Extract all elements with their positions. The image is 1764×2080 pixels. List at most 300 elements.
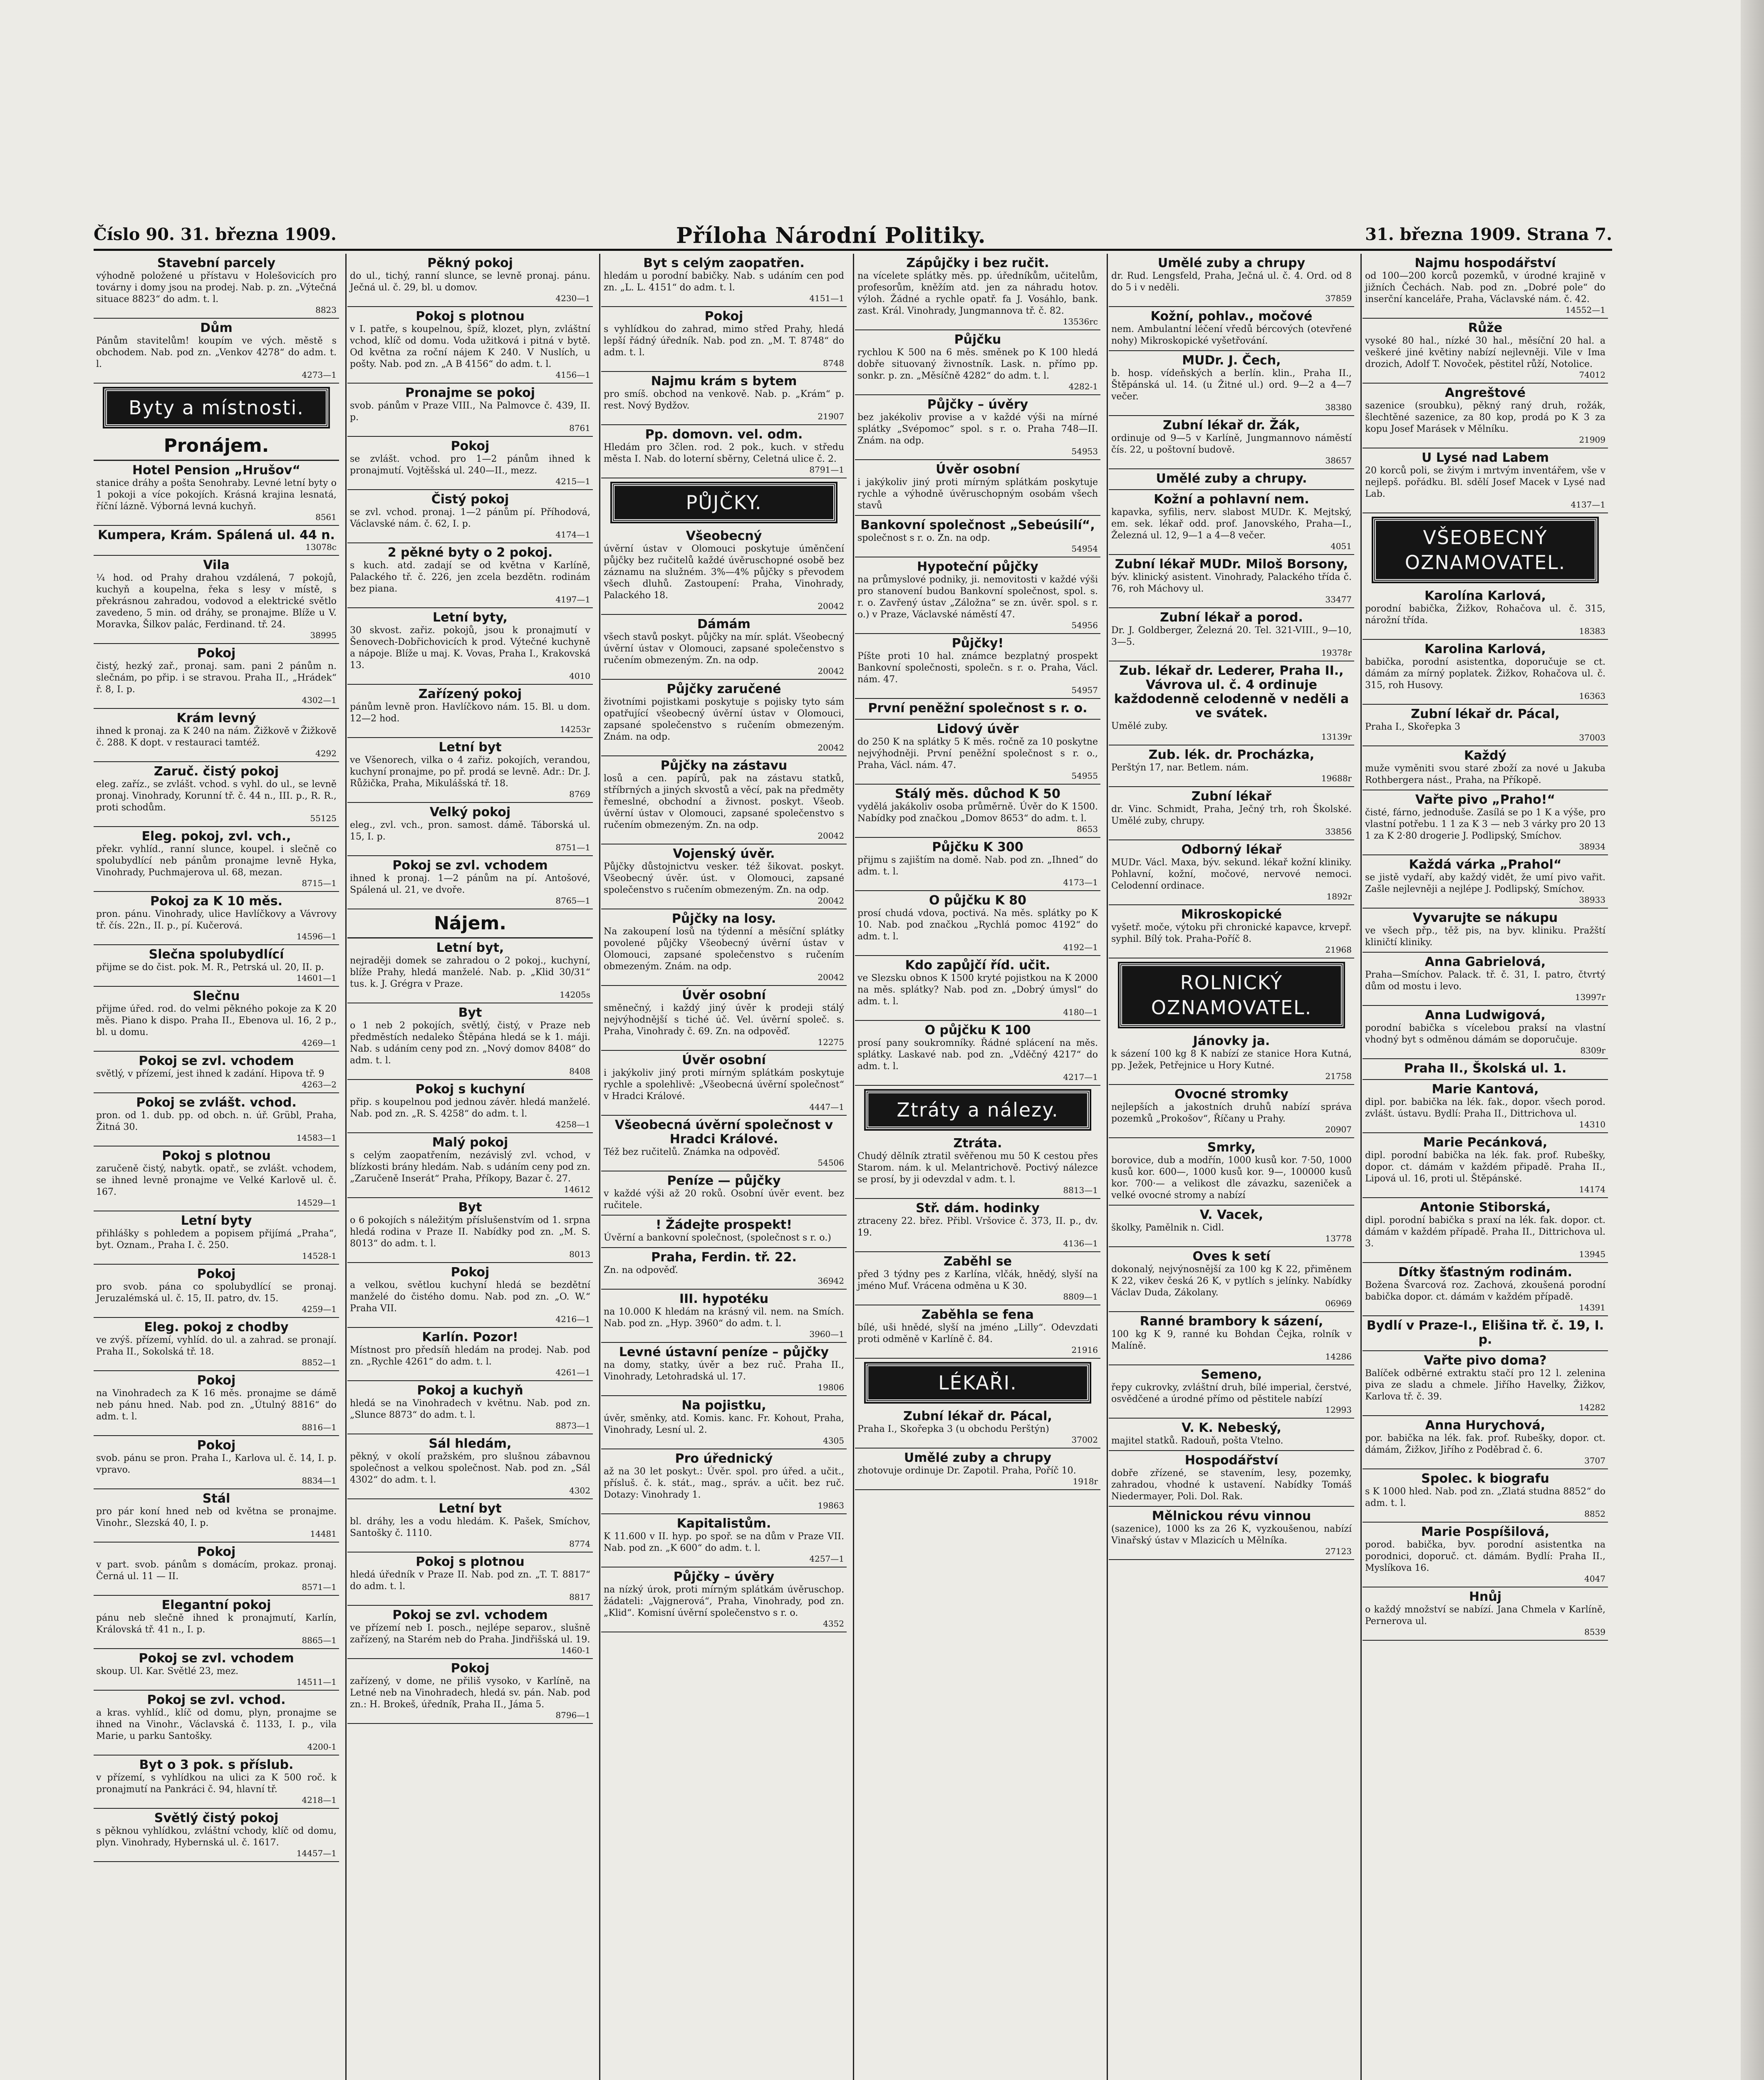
- ad-reference: 4305: [823, 1436, 844, 1446]
- classified-ad: [1363, 1351, 1608, 1416]
- classified-ad: [1109, 745, 1354, 787]
- ad-reference: 14174: [1579, 1184, 1605, 1194]
- ad-heading: Angreštové: [1445, 386, 1526, 400]
- ad-body: s celým zaopatřením, nezávislý zvl. vchod, v blízkosti brány hledám. Nab. s udáním ceny pod zn. „Zaručeně Inserát“ Praha, Příkopy, Bazar č. 27.: [350, 1150, 590, 1184]
- ad-reference: 38933: [1579, 895, 1605, 905]
- ad-heading: Karolína Karlová,: [1425, 589, 1546, 603]
- ad-body: Též bez ručitelů. Známka na odpověď.: [604, 1147, 780, 1157]
- ad-reference: 8852: [1584, 1509, 1605, 1519]
- section-banner: PŮJČKY.: [612, 483, 836, 522]
- classified-ad: [855, 330, 1100, 395]
- ad-body: přip. s koupelnou pod jednou závěr. hledá manželé. Nab. pod zn. „R. S. 4258“ do adm. t. l.: [350, 1097, 590, 1119]
- ad-heading: Umělé zuby a chrupy.: [1156, 471, 1307, 486]
- ad-body: řepy cukrovky, zvláštní druh, bílé imperial, čerstvé, osvědčené a úrodné přímo od pěstitele nabízí: [1111, 1382, 1352, 1404]
- ad-heading: Karolina Karlová,: [1425, 642, 1546, 656]
- classified-ad: [347, 1328, 593, 1381]
- ad-heading: V. Vacek,: [1199, 1208, 1264, 1222]
- classified-ad: [1109, 490, 1354, 555]
- ad-reference: 8751—1: [555, 842, 590, 852]
- ad-body: dr. Vinc. Schmidt, Praha, Ječný trh, roh Školské. Umělé zuby, chrupy.: [1111, 804, 1352, 826]
- ad-body: svob. pánům v Praze VIII., Na Palmovce č. 439, II. p.: [350, 401, 590, 423]
- ad-body: všech stavů poskyt. půjčky na mír. splát. Všeobecný úvěrní ústav v Olomouci, zapsané společenstvo s ručením obmezeným. Zn. na odp.: [604, 632, 844, 666]
- ad-heading: Čistý pokoj: [431, 492, 509, 507]
- ad-body: majitel statků. Radouň, pošta Vtelno.: [1111, 1436, 1283, 1446]
- ad-heading: Peníze — půjčky: [667, 1174, 781, 1188]
- ad-reference: 8653: [1077, 824, 1098, 834]
- classified-ad: [1363, 1469, 1608, 1523]
- classified-ad: [1363, 705, 1608, 746]
- ad-body: ordinuje od 9—5 v Karlíně, Jungmannovo náměstí čís. 22, u poštovní budově.: [1111, 433, 1352, 455]
- classified-ad: [1109, 840, 1354, 905]
- ad-body: Balíček odběrné extraktu stačí pro 12 l. zelenina piva ze sladu a chmele. Jiřího Havelky, Žižkov, Karlova tř. č. 39.: [1365, 1368, 1605, 1402]
- ad-reference: 06969: [1325, 1298, 1352, 1308]
- ad-reference: 4010: [569, 671, 590, 681]
- ad-heading: Byt: [458, 1005, 482, 1020]
- classified-ad: [1109, 1085, 1354, 1138]
- classified-ad: [1109, 469, 1354, 490]
- ad-heading: Dámám: [697, 617, 751, 631]
- classified-ad: [1363, 587, 1608, 640]
- ad-reference: 20042: [818, 896, 844, 906]
- classified-ad: [94, 945, 339, 987]
- ad-heading: Zápůjčky i bez ručit.: [906, 256, 1049, 270]
- classified-ad: [1363, 1080, 1608, 1133]
- classified-ad: [1363, 790, 1608, 855]
- classified-ad: [1109, 1138, 1354, 1206]
- ad-heading: Anna Hurychová,: [1425, 1418, 1546, 1433]
- ad-body: v přízemí, s vyhlídkou na ulici za K 500 roč. k pronajmutí na Pankráci č. 94, hlavní tř.: [96, 1773, 337, 1795]
- ad-heading: Letní byt: [439, 1501, 502, 1516]
- ad-body: pron. pánu. Vinohrady, ulice Havlíčkovy a Vávrovy tř. čís. 22n., II. p., pí. Kučerová.: [96, 909, 337, 931]
- classified-ad: [94, 1265, 339, 1318]
- classified-ad: [94, 644, 339, 709]
- ad-reference: 8865—1: [302, 1635, 337, 1645]
- ad-heading: Marie Pecánková,: [1423, 1135, 1548, 1150]
- classified-ad: [855, 1252, 1100, 1305]
- classified-ad: [94, 709, 339, 762]
- classified-ad: [94, 1809, 339, 1862]
- classified-ad: [1363, 640, 1608, 705]
- classified-ad: [347, 608, 593, 685]
- ad-heading: Spolec. k biografu: [1421, 1471, 1549, 1486]
- ad-reference: 4197—1: [555, 594, 590, 604]
- ad-body: i jakýkoliv jiný proti mírným splátkám poskytuje rychle a výhodně úvěruschopným osobám všech stavů: [857, 477, 1098, 511]
- ad-heading: Zaruč. čistý pokoj: [154, 764, 279, 779]
- classified-ad: [94, 461, 339, 526]
- classified-ad: [855, 1021, 1100, 1086]
- classified-ad: [601, 680, 847, 756]
- ad-heading: Letní byty,: [433, 610, 508, 625]
- section-heading: Nájem.: [347, 909, 593, 938]
- ad-body: v každé výši až 20 roků. Osobní úvěr event. bez ručitele.: [604, 1189, 844, 1211]
- classified-ad: [601, 1248, 847, 1290]
- ad-reference: 21909: [1579, 435, 1605, 445]
- classified-ad: [347, 1659, 593, 1724]
- ad-body: b. hosp. vídeňských a berlín. klin., Praha II., Štěpánská ul. 14. (u Žitné ul.) ord. 9—2 a 4—7 večer.: [1111, 368, 1352, 402]
- ad-reference: 14253r: [560, 724, 590, 734]
- classified-ad: [347, 1434, 593, 1499]
- classified-ad: [1363, 855, 1608, 909]
- ad-reference: 4230—1: [555, 293, 590, 303]
- ad-heading: Bankovní společnost „Sebeúsilí“,: [860, 518, 1095, 532]
- ad-heading: Oves k setí: [1192, 1249, 1271, 1264]
- ad-reference: 4292: [315, 748, 337, 758]
- classified-ad: [347, 1606, 593, 1659]
- ad-heading: Dům: [200, 321, 233, 335]
- classified-ad: [855, 720, 1100, 785]
- ad-body: Praha I., Skořepka 3 (u obchodu Perštýn): [857, 1424, 1049, 1434]
- classified-ad: [347, 1263, 593, 1328]
- ad-heading: Kdo zapůjčí říd. učit.: [905, 958, 1050, 973]
- ad-body: muže vyměniti svou staré zboží za nové u Jakuba Rothbergera nást., Praha, na Příkopě.: [1365, 763, 1605, 785]
- ad-heading: Eleg. pokoj z chodby: [144, 1320, 289, 1335]
- ad-body: vyšetř. moče, výtoku při chronické kapavce, krvepř. syphil. Bílý tok. Praha-Poříč 8.: [1111, 922, 1352, 944]
- classified-ad: [855, 1449, 1100, 1490]
- ad-reference: 14310: [1579, 1119, 1605, 1129]
- ad-reference: 4218—1: [302, 1795, 337, 1805]
- ad-body: překr. vyhlíd., ranní slunce, koupel. i slečně co spolubydlící neb pánům pronajme levně Hyka, Vinohrady, Puchmajerova ul. 68, mezan.: [96, 844, 337, 878]
- ad-heading: Pokoj: [197, 1373, 236, 1388]
- ad-body: dipl. por. babička na lék. fak., dopor. všech porod. zvlášt. ústavu. Bydlí: Praha II., Dittrichova ul.: [1365, 1097, 1605, 1119]
- ad-reference: 14511—1: [296, 1677, 337, 1687]
- ad-heading: Stál: [202, 1491, 230, 1506]
- ad-body: se zvl. vchod. pronaj. 1—2 pánům pí. Příhodová, Václavské nám. č. 62, I. p.: [350, 507, 590, 529]
- section-banner: ROLNICKÝ OZNAMOVATEL.: [1120, 963, 1343, 1027]
- ad-body: o každý množství se nabízí. Jana Chmela v Karlíně, Pernerova ul.: [1365, 1605, 1605, 1627]
- ad-body: ve přízemí neb I. posch., nejlépe separov., slušně zařízený, na Starém neb do Praha. Jindřišská ul. 19.: [350, 1623, 590, 1645]
- classified-ad: [601, 1514, 847, 1567]
- classified-ad: [347, 685, 593, 738]
- classified-ad: [601, 372, 847, 425]
- ad-heading: Levné ústavní peníze – půjčky: [619, 1345, 829, 1359]
- classified-ad: [601, 1051, 847, 1116]
- ad-body: dipl. porodní babička s praxí na lék. fak. dopor. ct. dámám v každém případě. Praha II., Dittrichova ul. 3.: [1365, 1215, 1605, 1249]
- ad-reference: 14286: [1325, 1352, 1352, 1362]
- classified-ad: [94, 1649, 339, 1691]
- classified-ad: [855, 516, 1100, 557]
- ad-heading: Pokoj: [704, 309, 743, 324]
- ad-reference: 20042: [818, 831, 844, 841]
- ad-body: ztraceny 22. břez. Přibl. Vršovice č. 373, II. p., dv. 19.: [857, 1216, 1098, 1238]
- classified-ad: [1363, 1006, 1608, 1059]
- classified-ad: [601, 1396, 847, 1449]
- classified-ad: [1363, 1316, 1608, 1351]
- ad-body: na nízký úrok, proti mírným splátkám úvěruschop. žádateli: „Vajgnerová“, Praha, Vinohrady, pod zn. „Klid“. Komisní úvěrní společenstvo s r. o.: [604, 1585, 844, 1618]
- ad-reference: 14529—1: [296, 1198, 337, 1208]
- ad-heading: Lidový úvěr: [937, 722, 1019, 736]
- date-page: 31. března 1909. Strana 7.: [1365, 225, 1612, 244]
- classified-ad: [855, 1199, 1100, 1252]
- ad-reference: 4051: [1330, 541, 1352, 551]
- ad-reference: 8748: [823, 358, 844, 368]
- classified-ad: [94, 1691, 339, 1756]
- ad-body: Půjčky důstojnictvu vesker. též šikovat. poskyt. Všeobecný úvěr. úst. v Olomouci, zapsané společenstvo s ručením obmezeným. Zn. na odp.: [604, 862, 844, 895]
- ad-reference: 74012: [1579, 370, 1605, 380]
- classified-ad: [855, 956, 1100, 1021]
- ad-reference: 4263—2: [302, 1080, 337, 1090]
- ad-heading: Antonie Stiborská,: [1420, 1200, 1551, 1215]
- ad-heading: Všeobecný: [686, 529, 762, 543]
- ad-reference: 1892r: [1326, 891, 1352, 901]
- classified-ad: [347, 437, 593, 490]
- classified-ad: [855, 838, 1100, 891]
- ad-reference: 14612: [564, 1184, 590, 1194]
- ad-heading: Vojenský úvěr.: [673, 847, 775, 861]
- ad-body: ve Všenorech, vilka o 4 zařiz. pokojích, verandou, kuchyní pronajme, po př. prodá se levně. Adr.: Dr. J. Růžička, Praha, Mikulášská tř. 18.: [350, 755, 590, 789]
- classified-ad: [1363, 909, 1608, 953]
- ad-reference: 13536rc: [1063, 317, 1098, 327]
- ad-reference: 1460-1: [561, 1645, 590, 1655]
- ad-body: od 100—200 korců pozemků, v úrodné krajině v jižních Čechách. Nab. pod zn. „Dobré pole“ do inserční kanceláře, Praha, Václavské nám. č. 42.: [1365, 271, 1605, 305]
- ad-heading: Jánovky ja.: [1193, 1034, 1270, 1048]
- ad-reference: 4200-1: [307, 1742, 337, 1752]
- ad-heading: Byt: [458, 1200, 482, 1215]
- classified-ad: [601, 1216, 847, 1248]
- ad-reference: 14528-1: [302, 1251, 337, 1261]
- section-banner: Ztráty a nálezy.: [866, 1091, 1090, 1129]
- ad-heading: Slečnu: [193, 989, 240, 1003]
- ad-heading: Hotel Pension „Hrušov“: [132, 463, 301, 478]
- ad-heading: Pokoj se zvl. vchodem: [139, 1651, 294, 1666]
- classified-ad: [347, 1381, 593, 1434]
- ad-heading: Malý pokoj: [432, 1135, 508, 1150]
- ad-heading: Na pojistku,: [681, 1398, 766, 1413]
- ad-body: pro svob. pána co spolubydlící se pronaj. Jeruzalémská ul. č. 15, II. patro, dv. 15.: [96, 1282, 337, 1304]
- ad-body: úvěr, směnky, atd. Komis. kanc. Fr. Kohout, Praha, Vinohrady, Lesní ul. 2.: [604, 1413, 844, 1435]
- classified-ad: [1363, 254, 1608, 319]
- classified-ad: [601, 1567, 847, 1632]
- classified-ad: [347, 254, 593, 307]
- ad-reference: 37859: [1325, 293, 1352, 303]
- ad-body: se jistě vydaří, aby každý vidět, že umí pivo vařit. Zašle nejlevněji a nejlépe J. Podlipský, Smíchov.: [1365, 872, 1605, 894]
- ad-reference: 4261—1: [555, 1367, 590, 1377]
- ad-heading: Umělé zuby a chrupy: [904, 1451, 1052, 1465]
- ad-heading: Pokoj s kuchyní: [415, 1082, 525, 1097]
- classified-ad: [855, 891, 1100, 956]
- ad-heading: Úvěr osobní: [936, 462, 1020, 477]
- ad-reference: 21907: [818, 411, 844, 421]
- classified-ad: [94, 1436, 339, 1489]
- ad-reference: 13945: [1579, 1249, 1605, 1259]
- ad-heading: Pokoj se zvl. vchodem: [139, 1054, 294, 1068]
- classified-ad: [855, 634, 1100, 699]
- ad-reference: 54957: [1071, 685, 1098, 695]
- ad-reference: 4269—1: [302, 1038, 337, 1048]
- ad-body: k sázení 100 kg 8 K nabízí ze stanice Hora Kutná, pp. Ježek, Petřejnice u Hory Kutné.: [1111, 1049, 1352, 1071]
- ad-heading: Zubní lékař MUDr. Miloš Borsony,: [1115, 557, 1348, 572]
- ad-reference: 55125: [310, 813, 337, 823]
- publication-title: Příloha Národní Politiky.: [676, 223, 986, 248]
- ad-heading: Půjčky!: [951, 636, 1004, 651]
- ad-reference: 16363: [1579, 691, 1605, 701]
- classified-ad: [601, 986, 847, 1051]
- ad-body: eleg., zvl. vch., pron. samost. dámě. Táborská ul. 15, I. p.: [350, 820, 590, 842]
- ad-heading: Ovocné stromky: [1174, 1087, 1288, 1102]
- ad-body: Úvěrní a bankovní společnost, (společnost s r. o.): [604, 1233, 831, 1243]
- ad-body: (sazenice), 1000 ks za 26 K, vyzkoušenou, nabízí Vinařský ústav v Mlazicích u Mělníka.: [1111, 1524, 1352, 1546]
- classified-ad: [1363, 1416, 1608, 1469]
- ad-heading: Vila: [203, 558, 230, 572]
- ad-heading: Smrky,: [1207, 1140, 1256, 1155]
- ad-body: s pěknou vyhlídkou, zvláštní vchody, klíč od domu, plyn. Vinohrady, Hybernská ul. č. 1617.: [96, 1826, 337, 1848]
- classified-ad: [601, 254, 847, 307]
- ad-heading: 2 pěkné byty o 2 pokoj.: [387, 545, 553, 560]
- ad-body: čistý, hezký zař., pronaj. sam. pani 2 pánům n. slečnám, po přip. i se stravou. Praha II., „Hrádek“ ř. 8, I. p.: [96, 661, 337, 695]
- ad-heading: Pokoj s plotnou: [162, 1149, 271, 1163]
- ad-body: bez jakékoliv provise a v každé výši na mírné splátky „Svépomoc“ spol. s r. o. Praha 748—II. Znám. na odp.: [857, 412, 1098, 446]
- ad-body: na domy, statky, úvěr a bez ruč. Praha II., Vinohrady, Letohradská ul. 17.: [604, 1360, 844, 1382]
- classified-ad: [601, 844, 847, 909]
- classified-ad: [94, 1756, 339, 1809]
- classified-ad: [347, 1499, 593, 1553]
- ad-body: bl. dráhy, les a vodu hledám. K. Pašek, Smíchov, Santošky č. 1110.: [350, 1516, 590, 1538]
- ad-body: hledá úředník v Praze II. Nab. pod zn. „T. T. 8817“ do adm. t. l.: [350, 1570, 590, 1592]
- ad-body: pron. od 1. dub. pp. od obch. n. úř. Grübl, Praha, Žitná 30.: [96, 1110, 337, 1132]
- ad-reference: 4136—1: [1063, 1238, 1098, 1248]
- ad-reference: 14282: [1579, 1402, 1605, 1412]
- classified-ad: [347, 490, 593, 543]
- classified-ad: [601, 1343, 847, 1396]
- ad-heading: Slečna spolubydlící: [149, 947, 284, 962]
- column-4: [855, 254, 1100, 2080]
- ad-body: dipl. porodní babička na lék. fak. prof. Rubešky, dopor. ct. dámám v každém připadě. Praha II., Lipová ul. 16, proti ul. Štěpánské.: [1365, 1150, 1605, 1184]
- ad-reference: 8571—1: [302, 1582, 337, 1592]
- classified-ad: [855, 557, 1100, 634]
- column-2: [347, 254, 593, 2080]
- section-banner: LÉKAŘI.: [866, 1364, 1090, 1402]
- ad-reference: 38380: [1325, 402, 1352, 412]
- ad-reference: 19806: [818, 1382, 844, 1392]
- classified-ad: [1109, 1032, 1354, 1085]
- ad-heading: Najmu krám s bytem: [651, 374, 797, 389]
- ad-heading: Růže: [1468, 321, 1503, 335]
- ad-body: nejraději domek se zahradou o 2 pokoj., kuchyní, blíže Prahy, hledá manželé. Nab. p. „Klid 30/31“ tus. k. J. Grégra v Praze.: [350, 956, 590, 989]
- ad-reference: 18383: [1579, 626, 1605, 636]
- ad-body: Umělé zuby.: [1111, 721, 1168, 731]
- ad-reference: 37002: [1071, 1435, 1098, 1445]
- ad-body: a kras. vyhlíd., klíč od domu, plyn, pronajme se ihned na Vinohr., Václavská č. 1133, I. p., vila Marie, u parku Santošky.: [96, 1708, 337, 1741]
- classified-ad: [347, 1553, 593, 1606]
- ad-reference: 8852—1: [302, 1357, 337, 1367]
- ad-reference: 54954: [1071, 544, 1098, 554]
- ad-body: hledám u porodní babičky. Nab. s udáním cen pod zn. „L. L. 4151“ do adm. t. l.: [604, 271, 844, 293]
- ad-heading: Zubní lékař dr. Žák,: [1163, 418, 1300, 433]
- ad-body: nejlepších a jakostních druhů nabízí správa pozemků „Prokošov“, Říčany u Prahy.: [1111, 1102, 1352, 1124]
- ad-heading: Pokoj: [197, 1438, 236, 1453]
- classified-ad: [94, 1543, 339, 1596]
- ad-reference: 4151—1: [809, 293, 844, 303]
- ad-reference: 19688r: [1321, 773, 1352, 783]
- ad-reference: 54955: [1071, 771, 1098, 781]
- ad-reference: 20907: [1325, 1124, 1352, 1134]
- classified-ad: [1109, 307, 1354, 351]
- ad-body: na průmyslové podniky, ji. nemovitosti v každé výši pro stanovení budou Bankovní společnost, spol. s. r. o. Zavřený ústav „Záložna“ se zn. úvěr. spol. s r. o.) v Praze, Václavské náměstí 47.: [857, 574, 1098, 620]
- ad-body: výhodně položené u přístavu v Holešovicích pro továrny i domy jsou na prodej. Nab. p. zn. „Výtečná situace 8823“ do adm. t. l.: [96, 271, 337, 305]
- ad-body: na Vinohradech za K 16 měs. pronajme se dámě neb pánu hned. Nab. pod zn. „Útulný 8816“ do adm. t. l.: [96, 1388, 337, 1422]
- ad-heading: Pokoj se zvl. vchod.: [147, 1693, 286, 1707]
- ad-body: a velkou, světlou kuchyní hledá se bezdětní manželé do čistého domu. Nab. pod zn. „O. W.“ Praha VII.: [350, 1280, 590, 1314]
- ad-body: směnečný, i každý jiný úvěr k prodeji stálý nejvýhodnější s tiché úč. Vel. úvěrní společ. s. Praha, Vinohrady č. 69. Zn. na odpověď.: [604, 1003, 844, 1037]
- section-heading: Pronájem.: [94, 432, 339, 461]
- ad-heading: Sál hledám,: [429, 1436, 512, 1451]
- classified-ad: [1363, 319, 1608, 384]
- ad-heading: Pro úřednický: [675, 1451, 773, 1466]
- ad-heading: Semeno,: [1201, 1367, 1262, 1382]
- classified-ad: [94, 1211, 339, 1265]
- ad-reference: 21968: [1325, 945, 1352, 955]
- ad-heading: Pokoj s plotnou: [416, 1555, 525, 1569]
- classified-ad: [347, 938, 593, 1003]
- ad-body: zařízený, v dome, ne přiliš vysoko, v Karlíně, na Letné neb na Vinohradech, hledá sv. pán. Nab. pod zn.: H. Brokeš, úředník, Praha II., Jáma 5.: [350, 1676, 590, 1710]
- ad-heading: Každý: [1464, 748, 1506, 763]
- ad-body: ve zvýš. přízemí, vyhlíd. do ul. a zahrad. se pronají. Praha II., Sokolská tř. 18.: [96, 1335, 337, 1357]
- ad-heading: Letní byt,: [436, 941, 504, 955]
- ad-reference: 4156—1: [555, 370, 590, 380]
- ad-reference: 14205s: [560, 990, 590, 1000]
- classified-ad: [1109, 787, 1354, 840]
- ad-reference: 4047: [1584, 1574, 1605, 1584]
- ad-heading: III. hypotéku: [679, 1292, 769, 1306]
- ad-reference: 12275: [818, 1037, 844, 1047]
- ad-reference: 4173—1: [1063, 877, 1098, 887]
- ad-reference: 14552—1: [1565, 305, 1605, 315]
- ad-heading: Mělnickou révu vinnou: [1152, 1509, 1311, 1523]
- ad-heading: Hospodářství: [1184, 1453, 1278, 1468]
- ad-reference: 4447—1: [809, 1102, 844, 1112]
- ad-reference: 8823: [315, 305, 337, 315]
- ad-heading: Zub. lék. dr. Procházka,: [1148, 748, 1315, 762]
- classified-ad: [1363, 1059, 1608, 1080]
- page-header: [94, 223, 1612, 248]
- ad-reference: 4282-1: [1068, 381, 1098, 391]
- ad-reference: 54506: [818, 1158, 844, 1168]
- ad-heading: Pokoj se zvl. vchodem: [392, 1608, 548, 1622]
- classified-ad: [94, 892, 339, 945]
- ad-reference: 4216—1: [555, 1314, 590, 1324]
- ad-reference: 21758: [1325, 1071, 1352, 1081]
- ad-heading: O půjčku K 80: [929, 893, 1027, 908]
- ad-body: Na zakoupení losů na týdenní a měsíční splátky povolené půjčky Všeobecný úvěrní ústav v Olomouci, zapsané společenstvo s ručením obmezeným. Znám. na odp.: [604, 926, 844, 972]
- classified-ad: [94, 762, 339, 827]
- ad-reference: 1918r: [1073, 1476, 1098, 1486]
- ad-reference: 38995: [310, 630, 337, 640]
- ad-body: úvěrní ústav v Olomouci poskytuje úměnčení půjčky bez ručitelů každé úvěruschopné osobě bez záznamu na služném. 3%—4% půjčky s převodem všech dluhů. Zastoupení: Praha, Vinohrady, Palackého 18.: [604, 544, 844, 601]
- ad-reference: 4215—1: [555, 476, 590, 486]
- column-6: [1363, 254, 1608, 2080]
- ad-heading: Pokoj s plotnou: [416, 309, 525, 324]
- ad-heading: Najmu hospodářství: [1415, 256, 1556, 270]
- ad-heading: V. K. Nebeský,: [1182, 1421, 1281, 1435]
- classified-ad: [1363, 1587, 1608, 1641]
- scan-edge: [1741, 0, 1764, 2080]
- ad-heading: Marie Pospíšilová,: [1421, 1525, 1550, 1539]
- classified-ad: [601, 1171, 847, 1216]
- classified-ad: [1109, 608, 1354, 661]
- ad-body: školky, Pamělnik n. Cidl.: [1111, 1223, 1224, 1233]
- ad-body: do ul., tichý, ranní slunce, se levně pronaj. pánu. Ječná ul. č. 29, bl. u domov.: [350, 271, 590, 293]
- ad-heading: Stř. dám. hodinky: [916, 1201, 1040, 1216]
- classified-ad: [1109, 555, 1354, 608]
- ad-reference: 3707: [1584, 1456, 1605, 1466]
- ad-heading: Kožní a pohlavní nem.: [1154, 492, 1309, 507]
- classified-ad: [1363, 746, 1608, 790]
- ad-body: na 10.000 K hledám na krásný vil. nem. na Smích. Nab. pod zn. „Hyp. 3960“ do adm. t. l.: [604, 1307, 844, 1329]
- ad-body: Božena Švarcová roz. Zachová, zkoušená porodní babička dopor. ct. dámám v každém případě.: [1365, 1280, 1605, 1302]
- ad-body: porodní babička, Žižkov, Rohačova ul. č. 315, nárožní třída.: [1365, 604, 1605, 626]
- column-3: [601, 254, 847, 2080]
- ad-reference: 4258—1: [555, 1119, 590, 1129]
- ad-body: vydělá jakákoliv osoba průměrně. Úvěr do K 1500. Nabídky pod značkou „Domov 8653“ do adm. t. l.: [857, 802, 1098, 824]
